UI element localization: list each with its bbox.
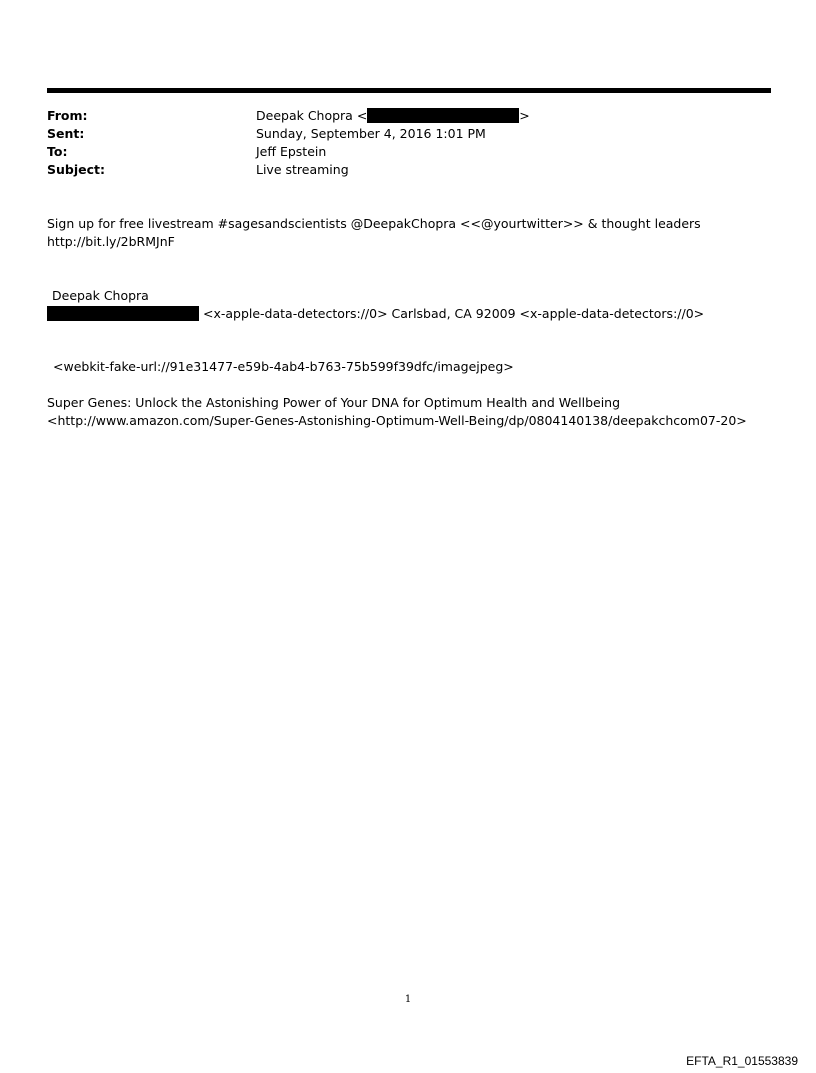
header-rule [47,88,771,93]
book-title: Super Genes: Unlock the Astonishing Power of Your DNA for Optimum Health and Wellbeing [47,395,621,410]
livestream-text: Sign up for free livestream #sagesandscientists @DeepakChopra <<@yourtwitter>> & thought leaders [47,216,701,231]
subject-row [47,161,771,179]
livestream-link[interactable]: http://bit.ly/2bRMJnF [47,234,175,249]
from-label: From: [47,108,88,123]
signature-address-line [47,305,704,323]
from-close-bracket: > [519,108,530,123]
page-number: 1 [404,994,412,1005]
from-name: Deepak Chopra < [256,108,368,123]
to-row [47,143,771,161]
redaction-box [47,306,199,321]
book-link[interactable]: <http://www.amazon.com/Super-Genes-Astonishing-Optimum-Well-Being/dp/0804140138/deepakchcom07-20> [47,413,747,428]
bates-number: EFTA_R1_01553839 [686,1054,798,1068]
signature-address: <x-apple-data-detectors://0> Carlsbad, CA 92009 <x-apple-data-detectors://0> [199,306,705,321]
to-label: To: [47,144,68,159]
subject-label: Subject: [47,162,105,177]
sent-row [47,125,771,143]
image-reference: <webkit-fake-url://91e31477-e59b-4ab4-b763-75b599f39dfc/imagejpeg> [53,359,514,374]
to-value: Jeff Epstein [256,144,327,159]
from-value [256,107,530,125]
sent-value: Sunday, September 4, 2016 1:01 PM [256,126,486,141]
redaction-box [367,108,519,123]
from-row [47,107,771,125]
subject-value: Live streaming [256,162,349,177]
signature-name: Deepak Chopra [52,288,149,303]
sent-label: Sent: [47,126,85,141]
